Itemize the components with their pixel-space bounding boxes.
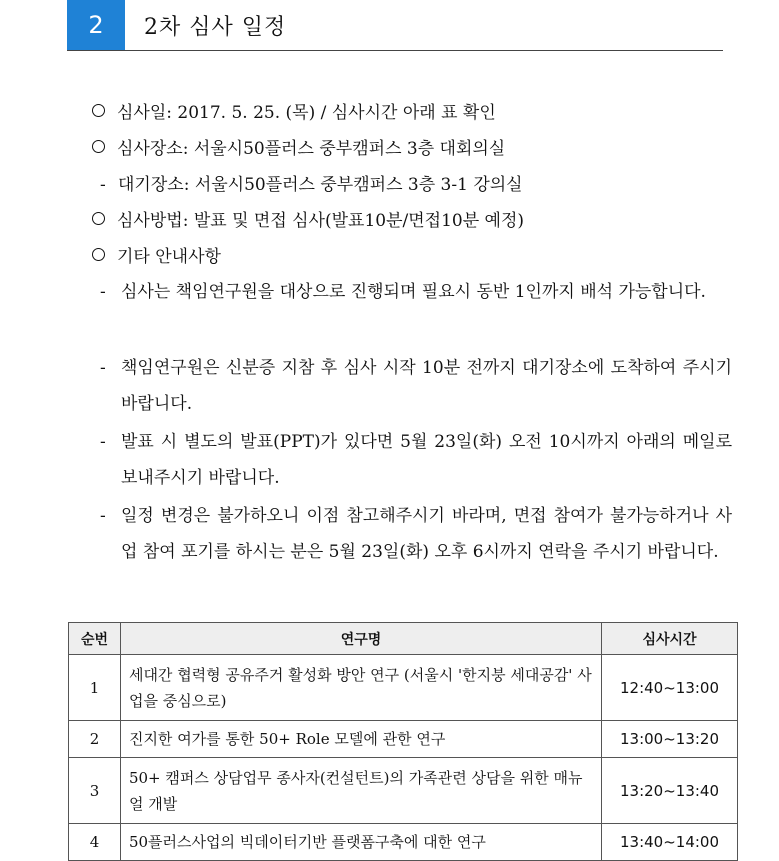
- note-item: - 일정 변경은 불가하오니 이점 참고해주시기 바라며, 면접 참여가 불가능하거나 사업 참여 포기를 하시는 분은 5월 23일(화) 오후 6시까지 연락을 주시기 바랍니다.: [100, 506, 732, 562]
- row-title: 세대간 협력형 공유주거 활성화 방안 연구 (서울시 '한지붕 세대공감' 사업을 중심으로): [120, 655, 601, 721]
- row-time: 13:00~13:20: [602, 721, 738, 758]
- table-row: [69, 721, 738, 758]
- row-number: 4: [69, 824, 121, 861]
- info-other: 기타 안내사항: [92, 242, 221, 267]
- row-number: 3: [69, 758, 121, 824]
- row-title: 50플러스사업의 빅데이터기반 플랫폼구축에 대한 연구: [120, 824, 601, 861]
- row-time: 12:40~13:00: [602, 655, 738, 721]
- table-row: [69, 824, 738, 861]
- circle-bullet-icon: [92, 248, 105, 261]
- info-venue: 심사장소: 서울시50플러스 중부캠퍼스 3층 대회의실: [92, 134, 505, 159]
- row-title: 진지한 여가를 통한 50+ Role 모델에 관한 연구: [120, 721, 601, 758]
- row-number: 1: [69, 655, 121, 721]
- note-item: - 심사는 책임연구원을 대상으로 진행되며 필요시 동반 1인까지 배석 가능합니다.: [100, 282, 706, 302]
- row-title: 50+ 캠퍼스 상담업무 종사자(컨설턴트)의 가족관련 상담을 위한 매뉴얼 개발: [120, 758, 601, 824]
- col-header-no: 순번: [69, 623, 121, 655]
- section-number: 2: [67, 0, 125, 50]
- row-number: 2: [69, 721, 121, 758]
- schedule-table: [68, 622, 738, 861]
- row-time: 13:20~13:40: [602, 758, 738, 824]
- table-row: [69, 758, 738, 824]
- info-method: 심사방법: 발표 및 면접 심사(발표10분/면접10분 예정): [92, 206, 524, 231]
- section-title: 2차 심사 일정: [144, 15, 287, 40]
- table-header-row: [69, 623, 738, 655]
- note-item: - 발표 시 별도의 발표(PPT)가 있다면 5월 23일(화) 오전 10시까지 아래의 메일로 보내주시기 바랍니다.: [100, 432, 732, 488]
- circle-bullet-icon: [92, 104, 105, 117]
- section-header: [67, 0, 723, 51]
- info-waiting-room: - 대기장소: 서울시50플러스 중부캠퍼스 3층 3-1 강의실: [100, 175, 523, 195]
- row-time: 13:40~14:00: [602, 824, 738, 861]
- col-header-title: 연구명: [120, 623, 601, 655]
- note-item: - 책임연구원은 신분증 지참 후 심사 시작 10분 전까지 대기장소에 도착하여 주시기 바랍니다.: [100, 358, 732, 414]
- circle-bullet-icon: [92, 140, 105, 153]
- info-date: 심사일: 2017. 5. 25. (목) / 심사시간 아래 표 확인: [92, 98, 496, 123]
- circle-bullet-icon: [92, 212, 105, 225]
- col-header-time: 심사시간: [602, 623, 738, 655]
- table-row: [69, 655, 738, 721]
